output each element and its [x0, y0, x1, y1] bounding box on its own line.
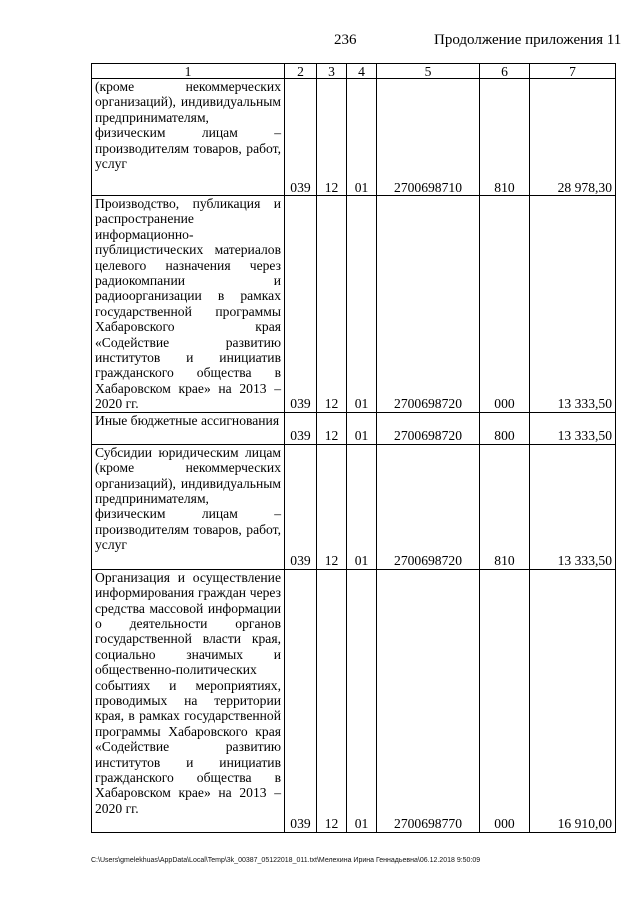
cell-target-article: 2700698770 [377, 569, 480, 832]
cell-section: 12 [317, 412, 347, 444]
table-row [92, 79, 616, 196]
file-path-footer: C:\Users\gmelekhuas\AppData\Local\Temp\3k_00387_05122018_011.txt\Мелехина Ирина Геннадьевна\06.12.2018 9:50:09 [91, 857, 481, 864]
cell-target-article: 2700698720 [377, 196, 480, 413]
cell-ministry: 039 [285, 569, 317, 832]
column-header: 1 [92, 64, 285, 79]
table-row [92, 196, 616, 413]
cell-section: 12 [317, 444, 347, 569]
row-description: Субсидии юридическим лицам (кроме некоммерческих организаций), индивидуальным предпринимателям, физическим лицам – производителям товаров, работ, услуг [92, 444, 285, 569]
cell-amount: 13 333,50 [530, 412, 616, 444]
cell-target-article: 2700698720 [377, 444, 480, 569]
cell-amount: 13 333,50 [530, 196, 616, 413]
cell-amount: 28 978,30 [530, 79, 616, 196]
budget-table [91, 63, 616, 833]
page-number: 236 [334, 32, 357, 48]
cell-ministry: 039 [285, 444, 317, 569]
cell-section: 12 [317, 79, 347, 196]
row-description: (кроме некоммерческих организаций), индивидуальным предпринимателям, физическим лицам – производителям товаров, работ, услуг [92, 79, 285, 196]
cell-ministry: 039 [285, 79, 317, 196]
cell-ministry: 039 [285, 196, 317, 413]
appendix-title: Продолжение приложения 11 [434, 32, 622, 48]
column-header: 2 [285, 64, 317, 79]
column-header: 7 [530, 64, 616, 79]
cell-expense-type: 810 [480, 444, 530, 569]
cell-ministry: 039 [285, 412, 317, 444]
row-description: Производство, публикация и распространение информационно-публицистических материалов целевого назначения через радиокомпании и радиоорганизации в рамках государственной программы Хабаровского края «Содействие развитию институтов и инициатив гражданского общества в Хабаровском крае» на 2013 – 2020 гг. [92, 196, 285, 413]
table-row [92, 412, 616, 444]
column-header: 3 [317, 64, 347, 79]
cell-expense-type: 810 [480, 79, 530, 196]
row-description: Организация и осуществление информирования граждан через средства массовой информации о деятельности органов государственной власти края, социально значимых и общественно-политических событиях и мероприятиях, проводимых на территории края, в рамках государственной программы Хабаровского края «Содействие развитию институтов и инициатив гражданского общества в Хабаровском крае» на 2013 – 2020 гг. [92, 569, 285, 832]
column-header: 6 [480, 64, 530, 79]
table-row [92, 569, 616, 832]
cell-expense-type: 000 [480, 196, 530, 413]
cell-target-article: 2700698710 [377, 79, 480, 196]
cell-expense-type: 800 [480, 412, 530, 444]
cell-amount: 16 910,00 [530, 569, 616, 832]
column-header: 4 [347, 64, 377, 79]
table-header-row [92, 64, 616, 79]
cell-expense-type: 000 [480, 569, 530, 832]
cell-subsection: 01 [347, 196, 377, 413]
cell-subsection: 01 [347, 412, 377, 444]
cell-target-article: 2700698720 [377, 412, 480, 444]
cell-amount: 13 333,50 [530, 444, 616, 569]
cell-subsection: 01 [347, 444, 377, 569]
row-description: Иные бюджетные ассигнования [92, 412, 285, 444]
cell-subsection: 01 [347, 79, 377, 196]
column-header: 5 [377, 64, 480, 79]
table-row [92, 444, 616, 569]
cell-subsection: 01 [347, 569, 377, 832]
cell-section: 12 [317, 569, 347, 832]
cell-section: 12 [317, 196, 347, 413]
